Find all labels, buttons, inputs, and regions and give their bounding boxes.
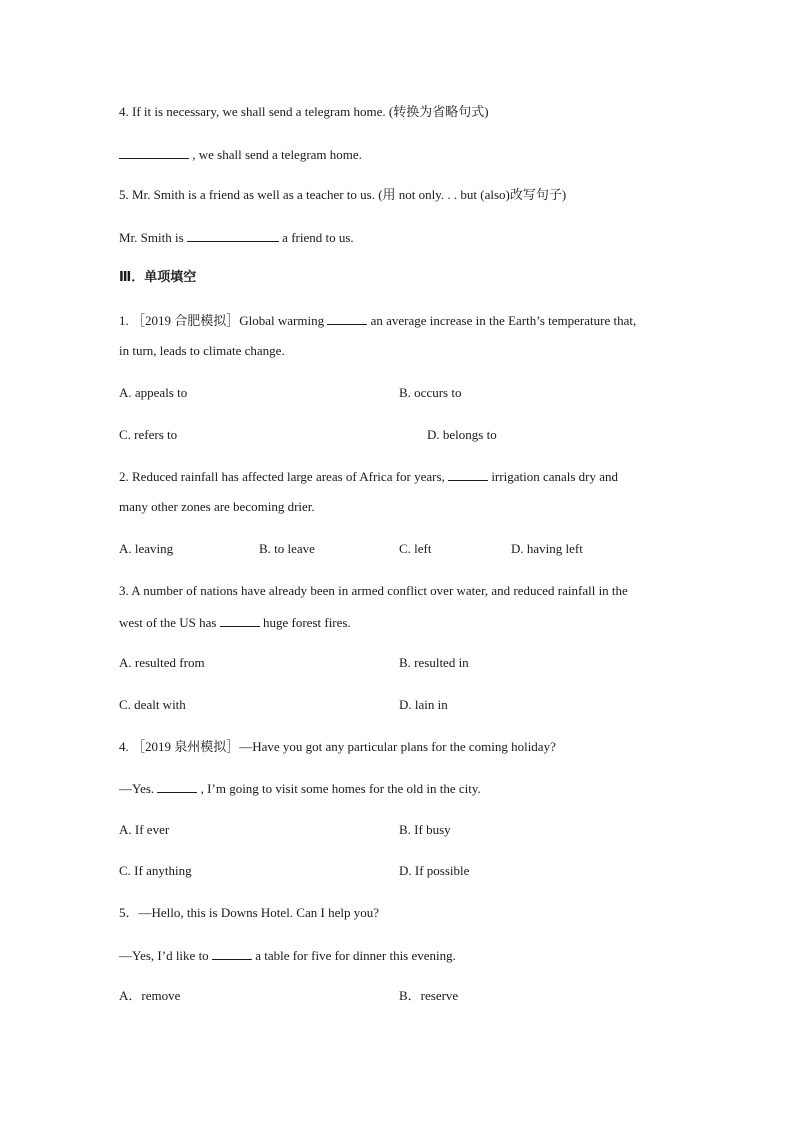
q2-stem-line1 — [119, 467, 618, 486]
transform-q5-prompt: 5. Mr. Smith is a friend as well as a teacher to us. (用 not only. . . but (also)改写句子) — [119, 187, 567, 202]
q3-option-b[interactable]: B. resulted in — [399, 655, 469, 670]
q5-option-b[interactable]: B．reserve — [399, 988, 459, 1003]
q1-stem-line2: in turn, leads to climate change. — [119, 343, 285, 358]
q5-option-a[interactable]: A．remove — [119, 988, 181, 1003]
transform-q5-answer — [119, 228, 354, 247]
q3-stem-line1: 3. A number of nations have already been in armed conflict over water, and reduced rainfall in the — [119, 583, 628, 598]
q1-stem-part2: an average increase in the Earth’s temperature that, — [370, 313, 637, 328]
q2-option-a[interactable]: A. leaving — [119, 541, 174, 556]
q5-stem-part2: a table for five for dinner this evening. — [255, 948, 456, 963]
q4-option-b[interactable]: B. If busy — [399, 822, 451, 837]
answer-blank[interactable] — [327, 311, 367, 325]
answer-blank[interactable] — [212, 946, 252, 960]
q4-option-d[interactable]: D. If possible — [399, 863, 470, 878]
transform-q4-answer — [119, 145, 362, 164]
q3-option-a[interactable]: A. resulted from — [119, 655, 205, 670]
transform-q5-answer-rest: a friend to us. — [282, 230, 354, 245]
q1-stem-part1: 1. ［2019 合肥模拟］Global warming — [119, 313, 325, 328]
q3-stem-part1: west of the US has — [119, 615, 217, 630]
answer-blank[interactable] — [448, 467, 488, 481]
q1-option-d[interactable]: D. belongs to — [427, 427, 497, 442]
q2-stem-line2: many other zones are becoming drier. — [119, 499, 315, 514]
q2-stem-part2: irrigation canals dry and — [491, 469, 619, 484]
answer-blank[interactable] — [119, 145, 189, 159]
q4-stem-part2: , I’m going to visit some homes for the old in the city. — [200, 781, 481, 796]
q3-stem-part2: huge forest fires. — [263, 615, 351, 630]
answer-blank[interactable] — [157, 779, 197, 793]
q4-option-c[interactable]: C. If anything — [119, 863, 192, 878]
q4-stem-line2 — [119, 779, 481, 798]
transform-q4-prompt: 4. If it is necessary, we shall send a telegram home. (转换为省略句式) — [119, 104, 489, 119]
q2-option-c[interactable]: C. left — [399, 541, 432, 556]
q1-option-a[interactable]: A. appeals to — [119, 385, 188, 400]
q5-stem-line2 — [119, 946, 456, 965]
q4-stem-line1: 4. ［2019 泉州模拟］—Have you got any particular plans for the coming holiday? — [119, 739, 556, 754]
answer-blank[interactable] — [220, 613, 260, 627]
q2-stem-part1: 2. Reduced rainfall has affected large areas of Africa for years, — [119, 469, 445, 484]
q4-stem-part1: —Yes. — [119, 781, 155, 796]
answer-blank[interactable] — [187, 228, 279, 242]
q2-option-b[interactable]: B. to leave — [259, 541, 315, 556]
transform-q5-answer-start: Mr. Smith is — [119, 230, 184, 245]
q1-option-c[interactable]: C. refers to — [119, 427, 178, 442]
q4-option-a[interactable]: A. If ever — [119, 822, 170, 837]
q2-option-d[interactable]: D. having left — [511, 541, 583, 556]
q5-stem-part1: —Yes, I’d like to — [119, 948, 209, 963]
q3-option-c[interactable]: C. dealt with — [119, 697, 186, 712]
q3-option-d[interactable]: D. lain in — [399, 697, 448, 712]
section-heading: Ⅲ．单项填空 — [119, 270, 197, 285]
transform-q4-answer-text: , we shall send a telegram home. — [192, 147, 362, 162]
q5-stem-line1: 5．—Hello, this is Downs Hotel. Can I help you? — [119, 905, 379, 920]
q3-stem-line2 — [119, 613, 351, 632]
q1-option-b[interactable]: B. occurs to — [399, 385, 462, 400]
q1-stem-line1 — [119, 311, 636, 330]
